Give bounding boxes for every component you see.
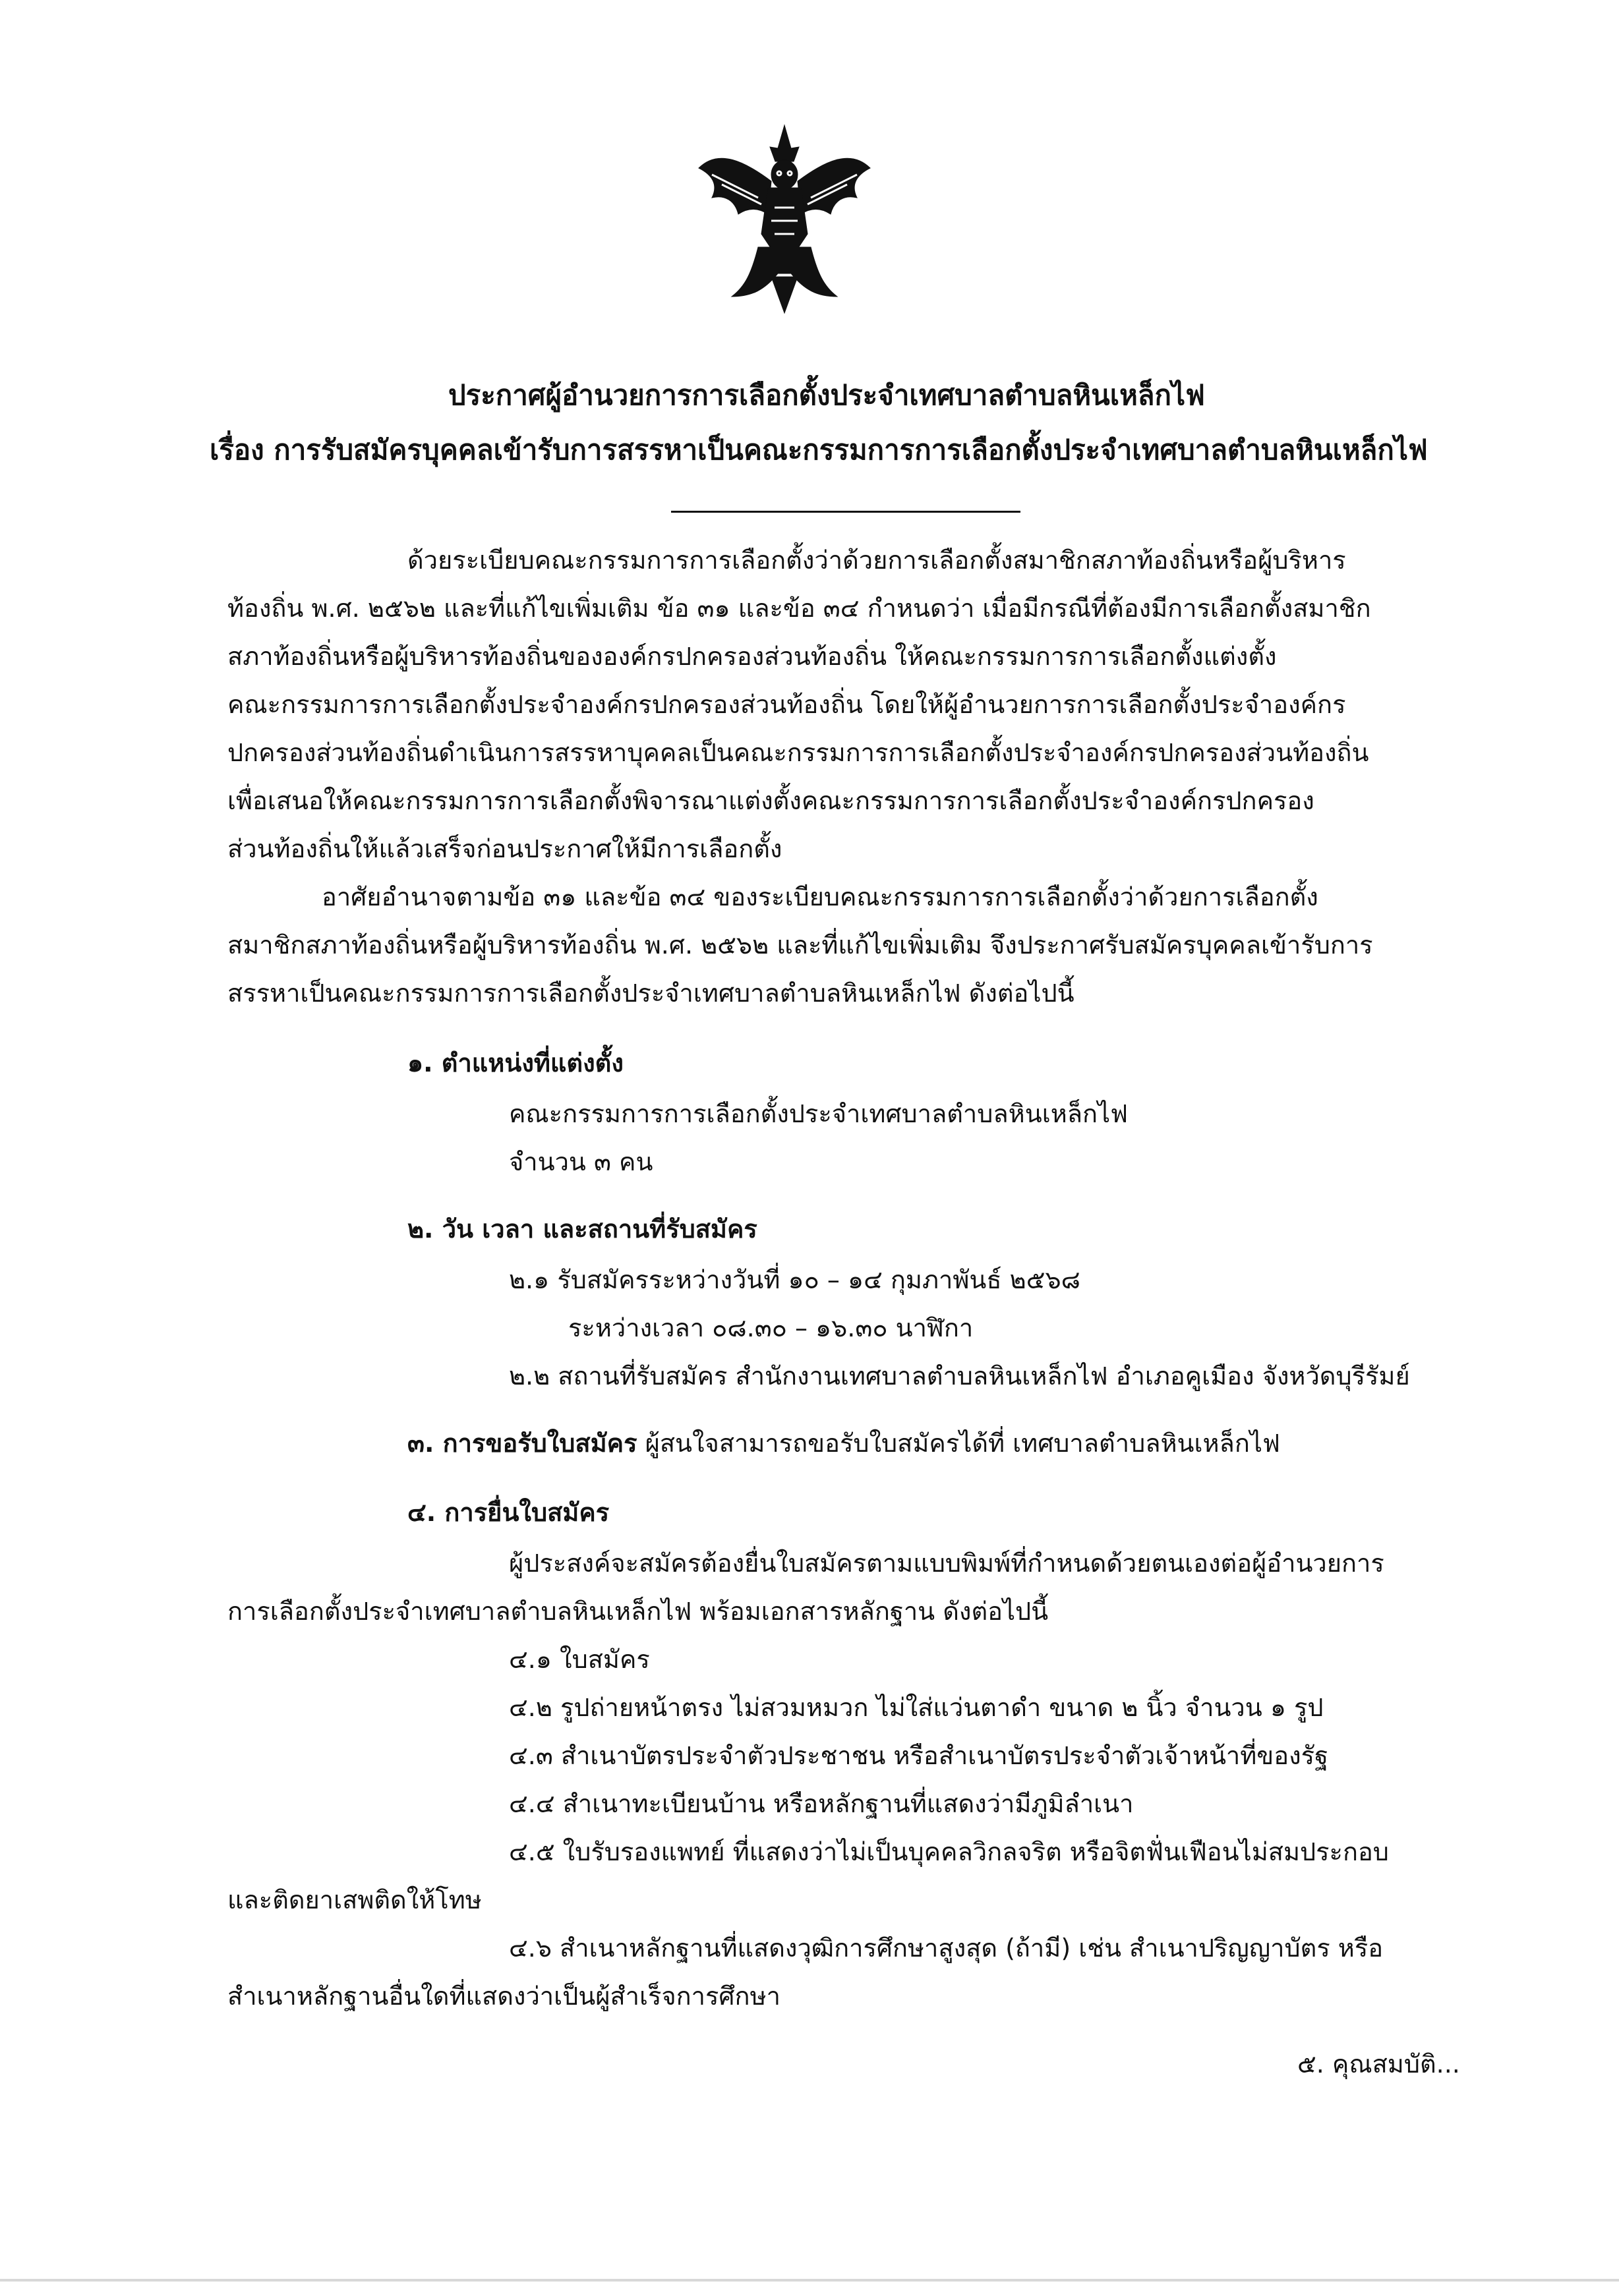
section-2-item: ระหว่างเวลา ๐๘.๓๐ – ๑๖.๓๐ นาฬิกา — [568, 1313, 974, 1342]
section-4-item: และติดยาเสพติดให้โทษ — [227, 1885, 482, 1914]
scan-edge — [0, 2279, 1619, 2282]
intro-line: สมาชิกสภาท้องถิ่นหรือผู้บริหารท้องถิ่น พ.ศ. ๒๕๖๒ และที่แก้ไขเพิ่มเติม จึงประกาศรับสมัครบุคคลเข้ารับการ — [227, 931, 1373, 960]
intro-line: สภาท้องถิ่นหรือผู้บริหารท้องถิ่นขององค์กรปกครองส่วนท้องถิ่น ให้คณะกรรมการการเลือกตั้งแต่งตั้ง — [227, 642, 1277, 671]
section-4-item: ๔.๒ รูปถ่ายหน้าตรง ไม่สวมหมวก ไม่ใส่แว่นตาดำ ขนาด ๒ นิ้ว จำนวน ๑ รูป — [509, 1693, 1324, 1722]
section-4-heading: ๔. การยื่นใบสมัคร — [407, 1498, 610, 1527]
section-4-text: ผู้ประสงค์จะสมัครต้องยื่นใบสมัครตามแบบพิมพ์ที่กำหนดด้วยตนเองต่อผู้อำนวยการ — [509, 1549, 1384, 1578]
section-1-text: คณะกรรมการการเลือกตั้งประจำเทศบาลตำบลหินเหล็กไฟ — [509, 1099, 1129, 1128]
continued-marker: ๕. คุณสมบัติ... — [1297, 2050, 1460, 2079]
intro-line: เพื่อเสนอให้คณะกรรมการการเลือกตั้งพิจารณาแต่งตั้งคณะกรรมการการเลือกตั้งประจำองค์กรปกครอง — [227, 786, 1314, 815]
section-4-text: การเลือกตั้งประจำเทศบาลตำบลหินเหล็กไฟ พร้อมเอกสารหลักฐาน ดังต่อไปนี้ — [227, 1597, 1049, 1626]
page-title: ประกาศผู้อำนวยการการเลือกตั้งประจำเทศบาลตำบลหินเหล็กไฟ — [448, 379, 1205, 411]
section-4-item: ๔.๖ สำเนาหลักฐานที่แสดงวุฒิการศึกษาสูงสุด (ถ้ามี) เช่น สำเนาปริญญาบัตร หรือ — [509, 1934, 1384, 1963]
subject-line: เรื่อง การรับสมัครบุคคลเข้ารับการสรรหาเป็นคณะกรรมการการเลือกตั้งประจำเทศบาลตำบลหินเหล็กไฟ — [210, 434, 1428, 466]
section-4-item: ๔.๓ สำเนาบัตรประจำตัวประชาชน หรือสำเนาบัตรประจำตัวเจ้าหน้าที่ของรัฐ — [509, 1741, 1329, 1770]
intro-line: ปกครองส่วนท้องถิ่นดำเนินการสรรหาบุคคลเป็นคณะกรรมการการเลือกตั้งประจำองค์กรปกครองส่วนท้องถิ่น — [227, 738, 1369, 767]
section-3-line — [407, 1427, 1280, 1460]
intro-line: ด้วยระเบียบคณะกรรมการการเลือกตั้งว่าด้วยการเลือกตั้งสมาชิกสภาท้องถิ่นหรือผู้บริหาร — [407, 546, 1346, 575]
intro-line: ท้องถิ่น พ.ศ. ๒๕๖๒ และที่แก้ไขเพิ่มเติม ข้อ ๓๑ และข้อ ๓๔ กำหนดว่า เมื่อมีกรณีที่ต้องมีการเลือกตั้งสมาชิก — [227, 594, 1371, 623]
intro-line: อาศัยอำนาจตามข้อ ๓๑ และข้อ ๓๔ ของระเบียบคณะกรรมการการเลือกตั้งว่าด้วยการเลือกตั้ง — [322, 882, 1318, 911]
section-4-item: ๔.๕ ใบรับรองแพทย์ ที่แสดงว่าไม่เป็นบุคคลวิกลจริต หรือจิตฟั่นเฟือนไม่สมประกอบ — [509, 1837, 1389, 1866]
intro-line: คณะกรรมการการเลือกตั้งประจำองค์กรปกครองส่วนท้องถิ่น โดยให้ผู้อำนวยการการเลือกตั้งประจำองค์กร — [227, 690, 1346, 719]
section-3-text: ผู้สนใจสามารถขอรับใบสมัครได้ที่ เทศบาลตำบลหินเหล็กไฟ — [637, 1429, 1280, 1458]
section-1-heading: ๑. ตำแหน่งที่แต่งตั้ง — [407, 1048, 624, 1077]
title-divider — [671, 511, 1020, 513]
section-3-heading: ๓. การขอรับใบสมัคร — [407, 1429, 637, 1458]
section-1-text: จำนวน ๓ คน — [509, 1147, 653, 1176]
section-4-item: สำเนาหลักฐานอื่นใดที่แสดงว่าเป็นผู้สำเร็จการศึกษา — [227, 1982, 780, 2011]
section-4-item: ๔.๔ สำเนาทะเบียนบ้าน หรือหลักฐานที่แสดงว่ามีภูมิลำเนา — [509, 1789, 1134, 1818]
section-2-item: ๒.๑ รับสมัครระหว่างวันที่ ๑๐ – ๑๔ กุมภาพันธ์ ๒๕๖๘ — [509, 1265, 1080, 1294]
section-4-item: ๔.๑ ใบสมัคร — [509, 1645, 650, 1674]
section-2-heading: ๒. วัน เวลา และสถานที่รับสมัคร — [407, 1215, 757, 1244]
garuda-emblem-icon — [686, 122, 883, 320]
section-2-item: ๒.๒ สถานที่รับสมัคร สำนักงานเทศบาลตำบลหินเหล็กไฟ อำเภอคูเมือง จังหวัดบุรีรัมย์ — [509, 1362, 1410, 1391]
intro-line: ส่วนท้องถิ่นให้แล้วเสร็จก่อนประกาศให้มีการเลือกตั้ง — [227, 834, 782, 863]
intro-line: สรรหาเป็นคณะกรรมการการเลือกตั้งประจำเทศบาลตำบลหินเหล็กไฟ ดังต่อไปนี้ — [227, 979, 1074, 1008]
